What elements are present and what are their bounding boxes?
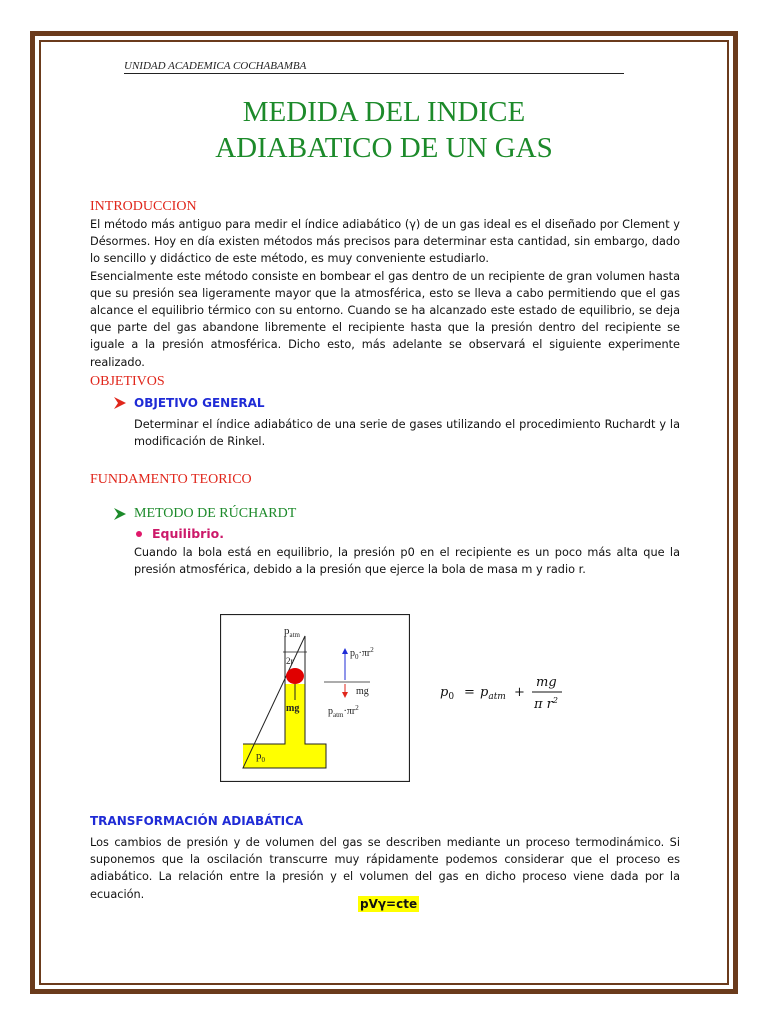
svg-text:+: + [514,685,525,700]
title-line-1: MEDIDA DEL INDICE [242,96,526,128]
objective-general-bullet [114,396,265,410]
mg-tube-label: mg [286,703,300,714]
adiabatic-text: Los cambios de presión y de volumen del gas se describen mediante un proceso termodinámico. Si suponemos que la oscilación transcurre muy rápidamente podemos considerar que el proceso es adiabático. La relación entre la presión y el volumen del gas en dicho proceso viene dada por la ecuación. [90,836,680,901]
arrowhead-bullet-icon [114,397,126,409]
svg-text:=: = [464,685,475,700]
equilibrium-text: Cuando la bola está en equilibrio, la presión p0 en el recipiente es un poco más alta que la presión atmosférica, debido a la presión que ejerce la bola de masa m y radio r. [134,546,680,577]
intro-body [90,216,680,371]
svg-text:p0: $p_0$ [440,685,455,702]
intro-heading: INTRODUCCION [90,199,197,214]
mg-force-label: mg [356,686,369,697]
dot-bullet-icon [136,531,142,537]
method-bullet [114,506,296,522]
equilibrium-label: Equilibrio. [152,526,224,541]
intro-paragraph-1: El método más antiguo para medir el índice adiabático (γ) de un gas ideal es el diseñado por Clement y Désormes. Hoy en día existen métodos más precisos para determinar esta cantidad, sin embargo, dado lo sencillo y didáctico de este método, es muy conveniente estudiarlo. [90,218,680,266]
arrowhead-bullet-icon [114,508,126,520]
title-line-2: ADIABATICO DE UN GAS [215,132,553,164]
equilibrium-bullet [133,526,224,541]
svg-text:patm: $p_{atm}$ [480,685,506,702]
intro-paragraph-2: Esencialmente este método consiste en bombear el gas dentro de un recipiente de gran volumen hasta que su presión sea ligeramente mayor que la atmosférica, esto se lleva a cabo permitiendo que el gas alcance el equilibrio térmico con su entorno. Cuando se ha alcanzado este estado de equilibrio, se deja que parte del gas abandone libremente el recipiente hasta que la presión dentro del recipiente se iguale a la presión atmosférica. Dicho esto, más adelante se observará el siguiente experimente realizado. [90,269,680,369]
svg-text:patm·πr2: $p_{atm}\cdot\pi r^2$ [328,704,359,719]
objectives-heading: OBJETIVOS [90,374,165,389]
adiabatic-equation: pVγ=cte [360,897,418,911]
document-title [90,94,678,166]
ruchardt-diagram [220,614,410,782]
theory-heading: FUNDAMENTO TEORICO [90,472,252,487]
svg-text:mg: mg [536,675,557,690]
adiabatic-heading: TRANSFORMACIÓN ADIABÁTICA [90,814,304,828]
svg-text:p0·πr2: $p_0\cdot\pi r^2$ [350,646,374,661]
svg-text:p0: $p_0$ [256,750,265,764]
institution-header: UNIDAD ACADEMICA COCHABAMBA [124,60,624,74]
ball [286,668,304,684]
svg-text:π r2: π $r^2$ [534,696,558,712]
equilibrium-formula [438,668,578,720]
objective-general-label: OBJETIVO GENERAL [134,396,265,410]
svg-text:patm: $p_{atm}$ [284,625,300,639]
method-label: METODO DE RÚCHARDT [134,506,297,521]
two-r-label: 2r [286,656,294,666]
objective-general-text: Determinar el índice adiabático de una serie de gases utilizando el procedimiento Ruchardt y la modificación de Rinkel. [134,418,680,449]
